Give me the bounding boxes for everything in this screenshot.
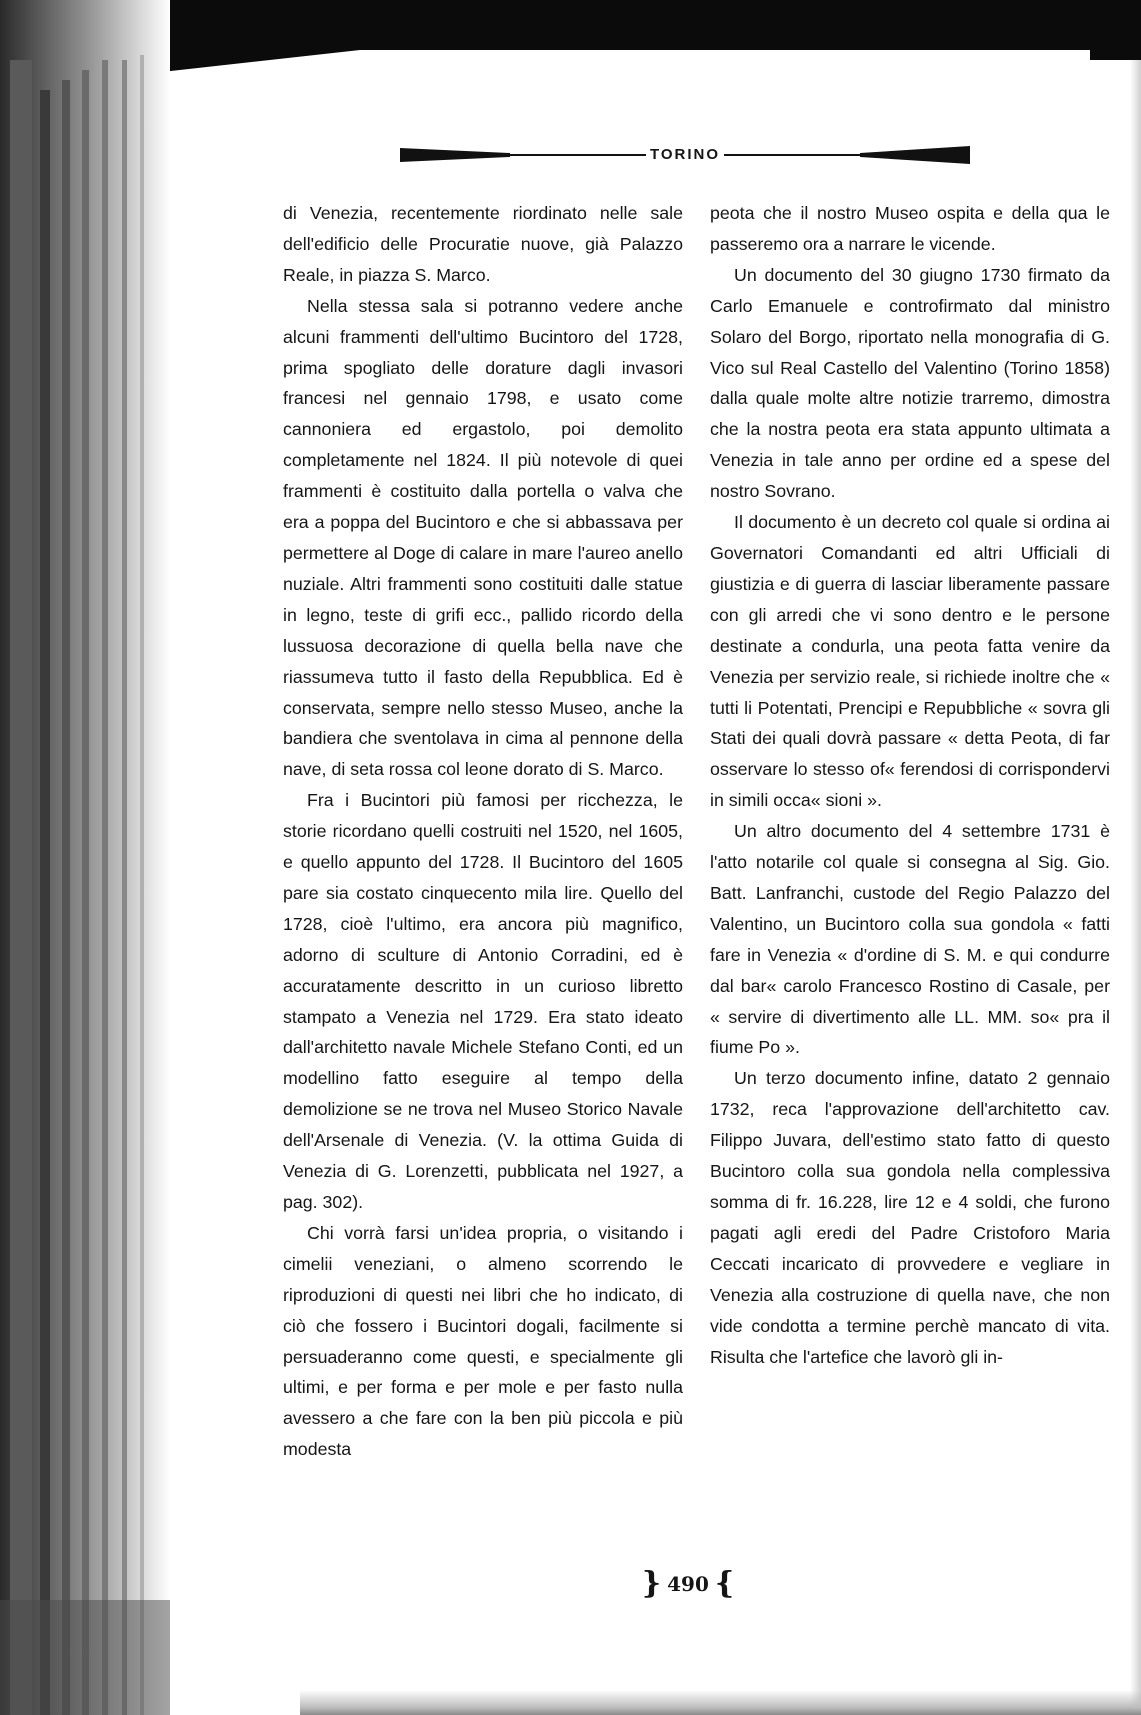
right-column (710, 198, 1110, 1372)
right-paragraph-4: Un altro documento del 4 settembre 1731 è l'atto notarile col quale si consegna al Sig. Gio. Batt. Lanfranchi, custode del Regio Palazzo del Valentino, un Bucintoro colla sua gondola « fatti fare in Venezia « d'ordine di S. M. e qui condurre dal bar« carolo Francesco Rostino di Casale, per « servire di divertimento alle LL. MM. so« pra il fiume Po ». (710, 821, 1110, 1058)
scan-page-edges (0, 0, 170, 1715)
left-paragraph-2: Nella stessa sala si potranno vedere anche alcuni frammenti dell'ultimo Bucintoro del 1728, prima spogliato delle dorature dagli invasori francesi nel gennaio 1798, e usato come cannoniera ed ergastolo, poi demolito completamente nel 1824. Il più notevole di quei frammenti è costituito dalla portella o valva che era a poppa del Bucintoro e che si abbassava per permettere al Doge di calare in mare l'aureo anello nuziale. Altri frammenti sono costituiti dalle statue in legno, teste di grifi ecc., pallido ricordo della lussuosa decorazione di quella bella nave che riassumeva tutto il fasto della Repubblica. Ed è conservata, sempre nello stesso Museo, anche la bandiera che sventolava in cima al pennone della nave, di seta rossa col leone dorato di S. Marco. (283, 295, 683, 780)
running-header (400, 144, 970, 166)
left-paragraph-4: Chi vorrà farsi un'idea propria, o visitando i cimelii veneziani, o almeno scorrendo le riproduzioni di questi nei libri che ho indicato, di ciò che fossero i Bucintori dogali, facilmente si persuaderanno come questi, e specialmente gli ultimi, e per forma e per mole e per fasto nulla avessero a che fare con la ben più piccola e più modesta (283, 1222, 683, 1460)
right-paragraph-1: peota che il nostro Museo ospita e della qua le passeremo ora a narrare le vicende. (710, 203, 1110, 254)
right-paragraph-5: Un terzo documento infine, datato 2 gennaio 1732, reca l'approvazione dell'architetto cav. Filippo Juvara, dell'estimo stato fatto di questo Bucintoro colla sua gondola nella complessiva somma di fr. 16.228, lire 12 e 4 soldi, che furono pagati agli eredi del Padre Cristoforo Maria Ceccati incaricato di provvedere e vegliare in Venezia alla costruzione di quella nave, che non vide condotta a termine perchè mancato di vita. Risulta che l'artefice che lavorò gli in- (710, 1068, 1110, 1367)
running-title (400, 144, 970, 166)
scan-top-edge (0, 0, 1141, 50)
scan-top-edge-tail (1090, 50, 1141, 60)
running-title-text: TORINO (646, 146, 724, 164)
right-paragraph-3: Il documento è un decreto col quale si ordina ai Governatori Comandanti ed altri Ufficiali di giustizia e di guerra di lasciar liberamente passare con gli arredi che vi sono dentro e le persone destinate a condurla, una peota fatta venire da Venezia per servizio reale, si richiede inoltre che « tutti li Potentati, Prencipi e Repubbliche « sovra gli Stati dei quali dovrà passare « detta Peota, di far osservare lo stesso of« ferendosi di corrispondervi in simili occa« sioni ». (710, 512, 1110, 811)
right-paragraph-2: Un documento del 30 giugno 1730 firmato da Carlo Emanuele e controfirmato dal ministro Solaro del Borgo, riportato nella monografia di G. Vico sul Real Castello del Valentino (Torino 1858) dalla quale molte altre notizie trarremo, dimostra che la nostra peota era stata appunto ultimata a Venezia in tale anno per ordine ed a spese del nostro Sovrano. (710, 264, 1110, 502)
page-number (638, 1566, 738, 1602)
page-number-text: 490 (667, 1572, 709, 1596)
right-brace-ornament: { (714, 1566, 735, 1601)
scan-right-shadow (1130, 60, 1141, 1715)
left-paragraph-1: di Venezia, recentemente riordinato nelle sale dell'edificio delle Procuratie nuove, già Palazzo Reale, in piazza S. Marco. (283, 203, 683, 285)
left-paragraph-3: Fra i Bucintori più famosi per ricchezza, le storie ricordano quelli costruiti nel 1520, nel 1605, e quello appunto del 1728. Il Bucintoro del 1605 pare sia costato cinquecento mila lire. Quello del 1728, cioè l'ultimo, era ancora più magnifico, adorno di sculture di Antonio Corradini, ed è accuratamente descritto in un curioso libretto stampato a Venezia nel 1729. Era stato ideato dall'architetto navale Michele Stefano Conti, ed un modellino fatto eseguire al tempo della demolizione se ne trova nel Museo Storico Navale dell'Arsenale di Venezia. (V. la ottima Guida di Venezia di G. Lorenzetti, pubblicata nel 1927, a pag. 302). (283, 790, 683, 1212)
scan-bottom-shadow (300, 1690, 1141, 1715)
left-column (283, 198, 683, 1465)
left-brace-ornament: } (641, 1566, 662, 1601)
